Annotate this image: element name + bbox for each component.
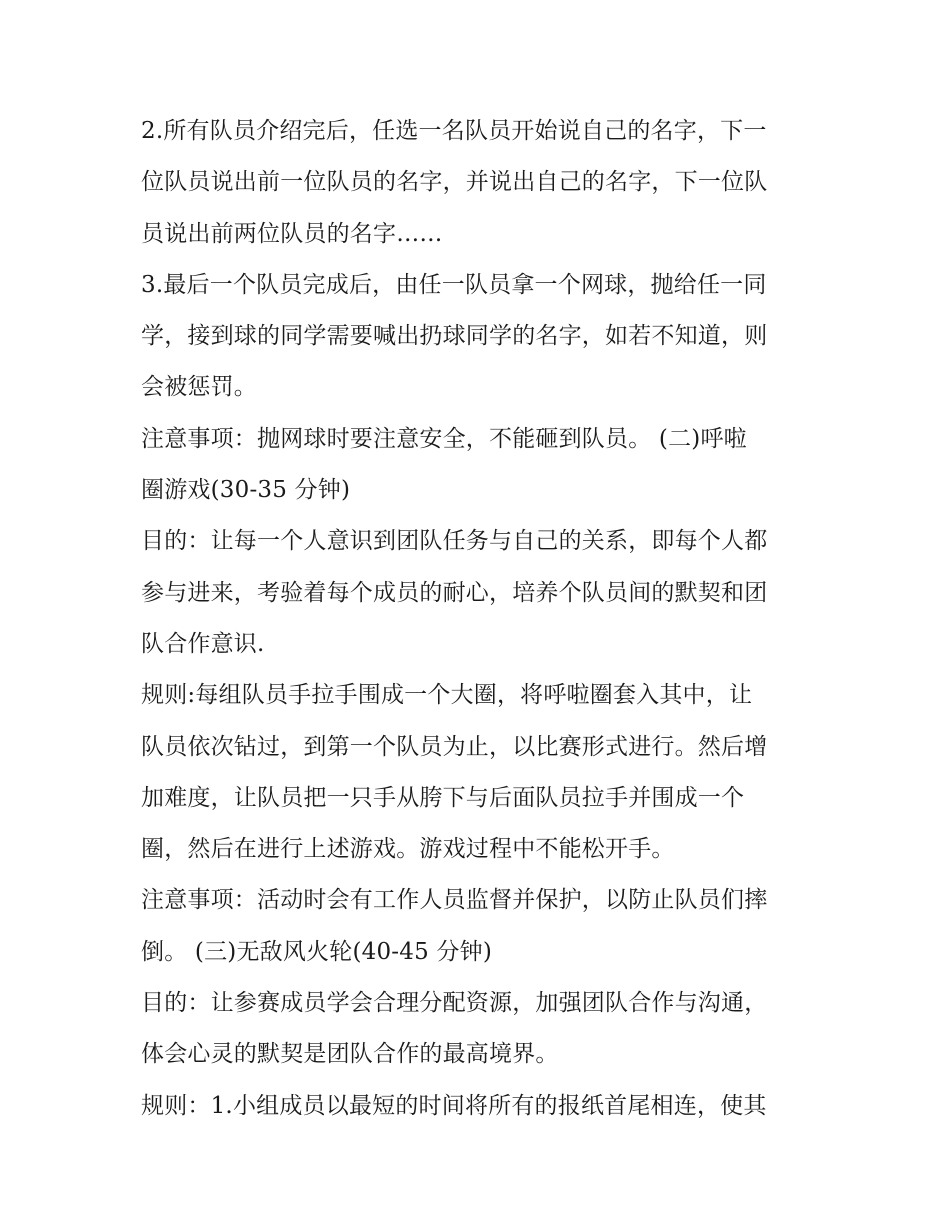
text-line: 3.最后一个队员完成后，由任一队员拿一个网球，抛给任一同 (141, 271, 767, 298)
text-line: 注意事项：抛网球时要注意安全，不能砸到队员。 (二)呼啦 (141, 425, 747, 452)
text-line: 会被惩罚。 (141, 374, 257, 401)
text-line: 目的：让每一个人意识到团队任务与自己的关系，即每个人都 (141, 528, 768, 555)
text-line: 目的：让参赛成员学会合理分配资源，加强团队合作与沟通， (141, 990, 768, 1017)
text-line: 员说出前两位队员的名字…… (141, 220, 443, 247)
text-line: 2.所有队员介绍完后，任选一名队员开始说自己的名字，下一 (141, 118, 767, 144)
text-line: 队员依次钻过，到第一个队员为止，以比赛形式进行。然后增 (141, 733, 768, 760)
text-line: 参与进来，考验着每个成员的耐心，培养个队员间的默契和团 (141, 579, 768, 606)
text-line: 加难度，让队员把一只手从胯下与后面队员拉手并围成一个 (141, 784, 745, 811)
text-line: 注意事项：活动时会有工作人员监督并保护，以防止队员们摔 (141, 887, 768, 914)
text-line: 规则:每组队员手拉手围成一个大圈，将呼啦圈套入其中，让 (141, 682, 753, 709)
text-line: 学，接到球的同学需要喊出扔球同学的名字，如若不知道，则 (141, 323, 768, 350)
text-line: 体会心灵的默契是团队合作的最高境界。 (141, 1041, 559, 1068)
text-line: 位队员说出前一位队员的名字，并说出自己的名字，下一位队 (141, 169, 768, 196)
text-line: 圈，然后在进行上述游戏。游戏过程中不能松开手。 (141, 836, 675, 863)
text-line: 队合作意识. (141, 630, 265, 657)
text-line: 规则：1.小组成员以最短的时间将所有的报纸首尾相连，使其 (141, 1092, 767, 1119)
document-body (141, 106, 821, 1132)
text-line: 圈游戏(30-35 分钟) (141, 477, 351, 504)
text-line: 倒。 (三)无敌风火轮(40-45 分钟) (141, 938, 493, 965)
